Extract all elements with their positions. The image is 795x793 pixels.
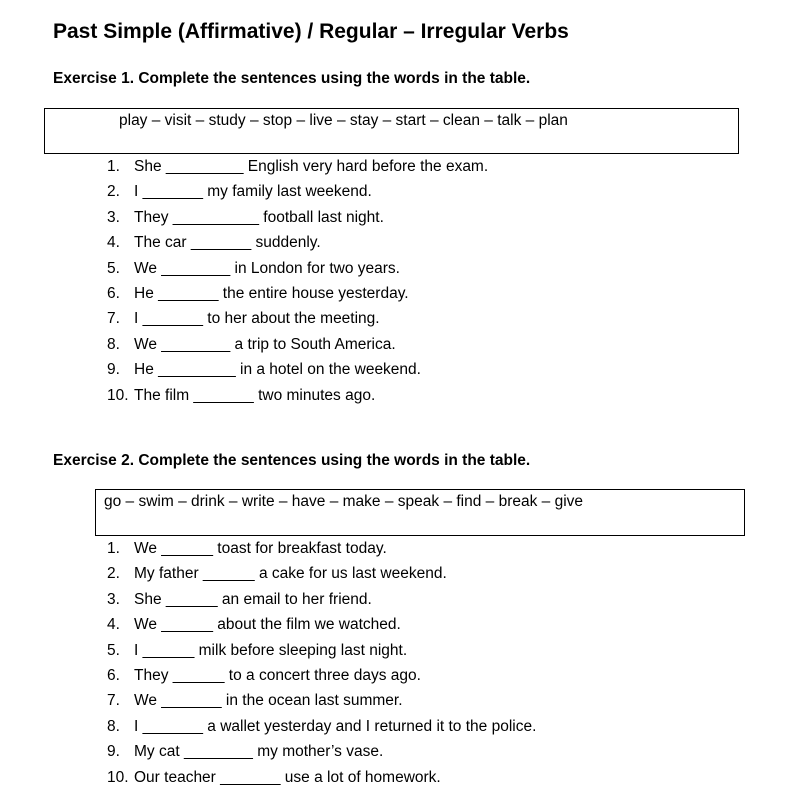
item-number: 2.	[107, 565, 120, 583]
item-text: We ________ a trip to South America.	[134, 335, 396, 353]
exercise-2-heading-prefix: Exercise 2	[53, 452, 130, 469]
list-item	[107, 335, 488, 360]
item-number: 4.	[107, 616, 120, 634]
item-text: I ______ milk before sleeping last night.	[134, 641, 408, 659]
item-text: My father ______ a cake for us last weekend.	[134, 565, 447, 583]
item-text: We ______ toast for breakfast today.	[134, 540, 387, 557]
exercise-2-heading-rest: . Complete the sentences using the words in the table.	[129, 452, 531, 469]
item-number: 7.	[107, 310, 120, 328]
item-number: 1.	[107, 158, 120, 175]
item-number: 9.	[107, 361, 120, 379]
item-number: 5.	[107, 259, 120, 277]
item-text: The film _______ two minutes ago.	[134, 386, 376, 404]
list-item	[107, 641, 536, 666]
list-item	[107, 284, 488, 309]
exercise-2-heading	[53, 452, 530, 470]
exercise-1-word-box	[44, 108, 739, 154]
exercise-2-word-list: go – swim – drink – write – have – make – speak – find – break – give	[104, 493, 584, 510]
exercise-2-word-box	[95, 489, 745, 536]
list-item	[107, 590, 536, 615]
item-text: We ______ about the film we watched.	[134, 616, 401, 634]
item-text: She _________ English very hard before the exam.	[134, 158, 489, 175]
item-text: The car _______ suddenly.	[134, 234, 321, 252]
list-item	[107, 259, 488, 284]
item-number: 1.	[107, 540, 120, 557]
item-number: 7.	[107, 692, 120, 710]
list-item	[107, 182, 488, 207]
list-item	[107, 564, 536, 589]
item-number: 9.	[107, 743, 120, 761]
list-item	[107, 717, 536, 742]
item-number: 4.	[107, 234, 120, 252]
list-item	[107, 157, 488, 182]
list-item	[107, 360, 488, 385]
exercise-2-sentence-list	[107, 539, 536, 793]
item-text: My cat ________ my mother’s vase.	[134, 743, 384, 761]
item-number: 5.	[107, 641, 120, 659]
list-item	[107, 309, 488, 334]
page-title: Past Simple (Affirmative) / Regular – Irregular Verbs	[53, 20, 569, 43]
exercise-1-heading: Exercise 1. Complete the sentences using the words in the table.	[53, 70, 531, 87]
item-text: Our teacher _______ use a lot of homework.	[134, 768, 441, 786]
item-text: They __________ football last night.	[134, 208, 384, 226]
item-text: We _______ in the ocean last summer.	[134, 692, 403, 710]
item-number: 8.	[107, 717, 120, 735]
exercise-1-sentence-list	[107, 157, 488, 411]
list-item	[107, 208, 488, 233]
exercise-1-word-list: play – visit – study – stop – live – stay – start – clean – talk – plan	[119, 112, 568, 129]
item-text: He _________ in a hotel on the weekend.	[134, 361, 421, 379]
item-text: They ______ to a concert three days ago.	[134, 666, 421, 684]
item-number: 3.	[107, 590, 120, 608]
list-item	[107, 615, 536, 640]
list-item	[107, 233, 488, 258]
list-item	[107, 768, 536, 793]
item-text: He _______ the entire house yesterday.	[134, 284, 409, 302]
item-number: 3.	[107, 208, 120, 226]
list-item	[107, 691, 536, 716]
item-number: 10.	[107, 386, 129, 404]
list-item	[107, 742, 536, 767]
list-item	[107, 539, 536, 564]
item-number: 8.	[107, 335, 120, 353]
item-text: I _______ my family last weekend.	[134, 183, 372, 201]
item-text: We ________ in London for two years.	[134, 259, 400, 277]
item-number: 10.	[107, 768, 129, 786]
item-text: She ______ an email to her friend.	[134, 590, 372, 608]
list-item	[107, 386, 488, 411]
list-item	[107, 666, 536, 691]
item-number: 6.	[107, 666, 120, 684]
item-text: I _______ to her about the meeting.	[134, 310, 380, 328]
item-text: I _______ a wallet yesterday and I returned it to the police.	[134, 717, 537, 735]
item-number: 6.	[107, 284, 120, 302]
item-number: 2.	[107, 183, 120, 201]
